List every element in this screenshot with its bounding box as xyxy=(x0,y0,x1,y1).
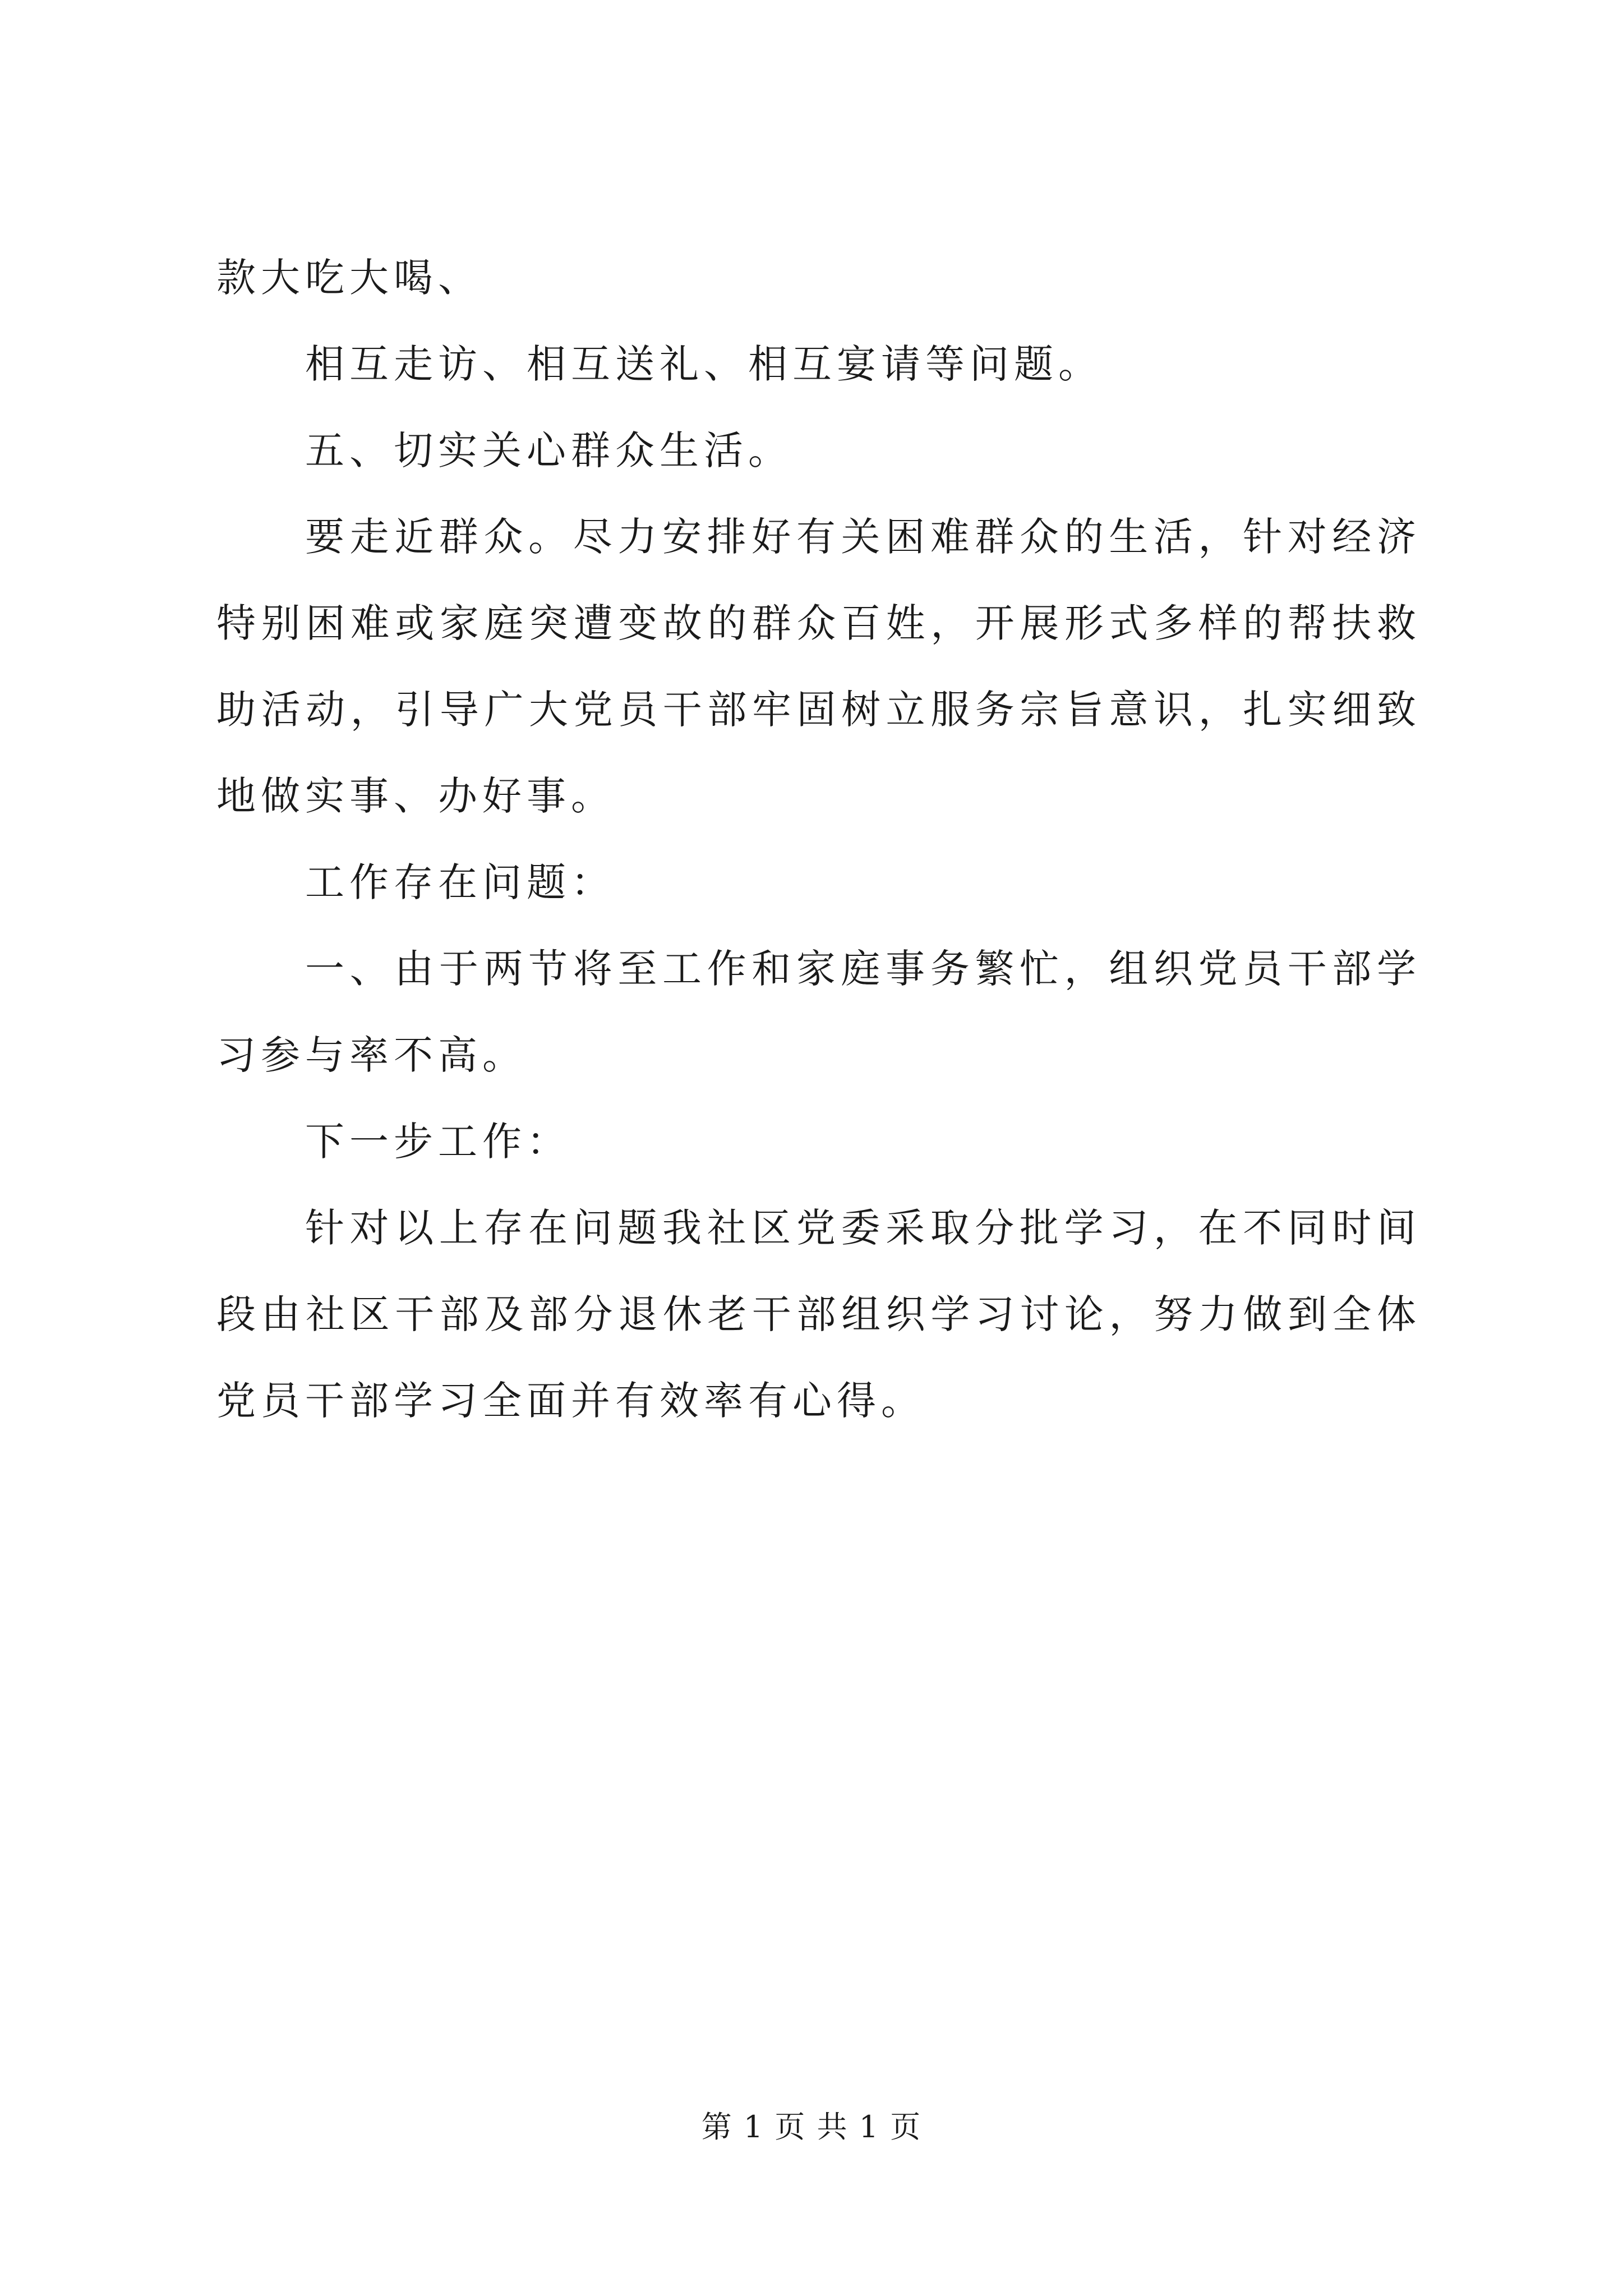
paragraph-5-heading: 工作存在问题： xyxy=(305,859,615,905)
paragraph-8: 针对以上存在问题我社区党委采取分批学习，在不同时间段由社区干部及部分退休老干部组织学习讨论，努力做到全体党员干部学习全面并有效率有心得。 xyxy=(216,1205,1421,1424)
paragraph-2: 相互走访、相互送礼、相互宴请等问题。 xyxy=(305,341,1103,387)
paragraph-6: 一、由于两节将至工作和家庭事务繁忙，组织党员干部学习参与率不高。 xyxy=(216,946,1421,1078)
paragraph-7-heading: 下一步工作： xyxy=(305,1119,571,1165)
paragraph-1: 款大吃大喝、 xyxy=(216,255,482,301)
page-footer: 第 1 页 共 1 页 xyxy=(701,2109,922,2145)
paragraph-4: 要走近群众。尽力安排好有关困难群众的生活，针对经济特别困难或家庭突遭变故的群众百姓，开展形式多样的帮扶救助活动，引导广大党员干部牢固树立服务宗旨意识，扎实细致地做实事、办好事。 xyxy=(216,514,1421,819)
document-body xyxy=(216,234,1421,1444)
paragraph-3-heading: 五、切实关心群众生活。 xyxy=(305,427,792,473)
